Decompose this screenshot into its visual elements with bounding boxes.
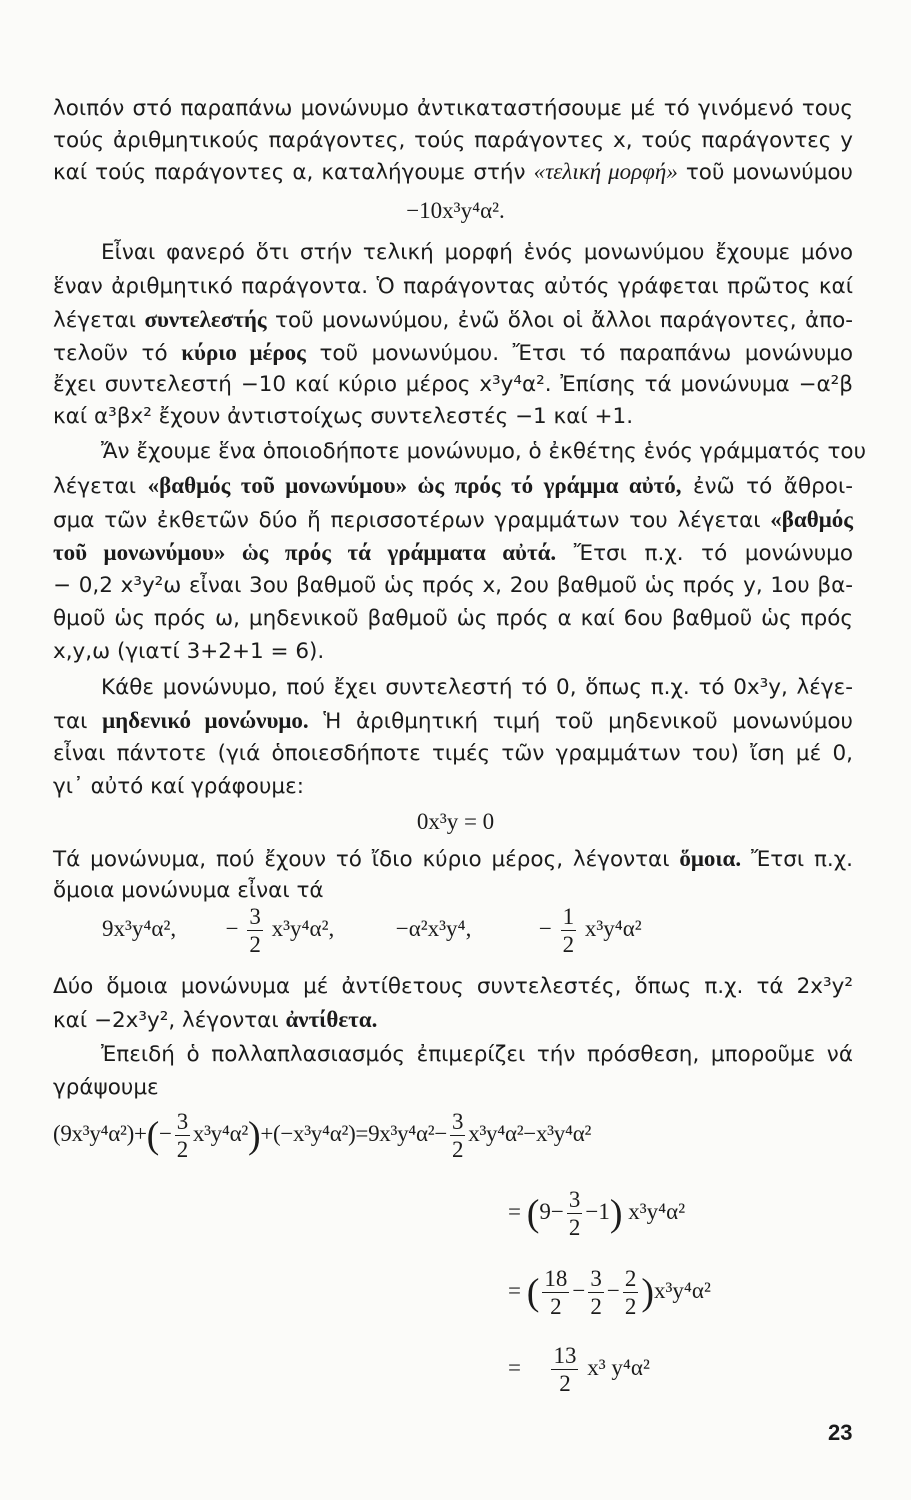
text-line: Ἐπειδή ὁ πολλαπλασιασμός ἐπιμερίζει τήν πρόσθεση, μποροῦμε νά [101,1042,853,1067]
text-line [53,338,853,369]
denominator: 2 [590,1294,602,1319]
fraction [567,1186,583,1241]
derivation-row-2 [508,1186,685,1241]
numerator: 13 [553,1343,577,1368]
expression: 9− [539,1198,564,1224]
text-segment: λέγεται [53,308,137,333]
paren: ( [146,1114,160,1157]
text-line: Εἶναι φανερό ὅτι στήν τελική μορφή ἑνός μονωνύμου ἔχουμε μόνο [101,240,853,265]
text-segment: λέγεται [53,474,137,499]
minus-sign: − [606,1277,620,1303]
text-segment: ται [53,709,88,734]
bold-term: «βαθμός [770,507,853,532]
text-line [53,844,853,875]
monomial: x³y⁴α² [584,915,642,941]
text-segment: σμα τῶν ἐκθετῶν δύο ἤ περισσοτέρων γραμμάτων του λέγεται [53,508,761,533]
text-line: Ἄν ἔχουμε ἕνα ὁποιοδήποτε μονώνυμο, ὁ ἐκθέτης ἑνός γράμματός του [101,439,867,464]
expression: −1 [585,1198,610,1224]
paren: ( [526,1192,540,1235]
text-line [53,505,853,536]
text-line: − 0,2 x³y²ω εἶναι 3ου βαθμοῦ ὡς πρός x, 2ου βαθμοῦ ὡς πρός y, 1ου βα- [53,573,853,598]
text-line [53,305,853,336]
minus-sign: − [225,915,239,941]
italic-term: «τελική μορφή» [533,159,678,184]
fraction [247,903,263,958]
bold-term: μηδενικό μονώνυμο. [102,708,309,733]
page-number: 23 [828,1420,853,1445]
denominator: 2 [568,1215,581,1240]
text-segment: Τά μονώνυμα, πού ἔχουν τό ἴδιο κύριο μέρος, λέγονται [53,847,670,872]
derivation-row-3 [508,1265,711,1320]
equals-sign: = [508,1198,521,1224]
text-line: ὅμοια μονώνυμα εἶναι τά [53,878,324,903]
monomial: x³ y⁴α² [587,1354,650,1380]
text-line [53,538,853,569]
numerator: 2 [624,1266,637,1291]
fraction [542,1265,569,1320]
text-segment: τοῦ μονωνύμου. Ἔτσι τό παραπάνω μονώνυμο [319,341,854,366]
text-line: γι᾽ αὐτό καί γράφουμε: [53,774,304,799]
text-segment: Ἔτσι π.χ. τό μονώνυμο [573,541,853,566]
text-segment: Ἔτσι π.χ. [750,847,854,872]
monomial: x³y⁴α² [654,1277,711,1303]
derivation-row-1 [53,1108,591,1163]
text-line: x,y,ω (γιατί 3+2+1 = 6). [53,639,325,664]
text-line: ἔχει συντελεστή −10 καί κύριο μέρος x³y⁴α². Ἐπίσης τά μονώνυμα −α²β [53,372,853,397]
text-segment: καί −2x³y², λέγονται [53,1008,279,1033]
numerator: 3 [568,1187,581,1212]
text-line: θμοῦ ὡς πρός ω, μηδενικοῦ βαθμοῦ ὡς πρός α καί 6ου βαθμοῦ ὡς πρός [53,606,853,631]
fraction [450,1108,465,1163]
fraction [623,1265,639,1320]
numerator: 1 [562,904,575,929]
bold-term: συντελεστής [144,307,267,332]
numerator: 3 [249,904,261,929]
text-line: εἶναι πάντοτε (γιά ὁποιεσδήποτε τιμές τῶν γραμμάτων του) ἴση μέ 0, [53,741,853,766]
derivation-row-4 [508,1342,650,1397]
bold-term: τοῦ μονωνύμου» ὡς πρός τά γράμματα αὐτά. [53,540,557,565]
formula-line: 0x³y = 0 [416,809,495,834]
bold-term: κύριο μέρος [181,340,306,365]
text-segment: τοῦ μονωνύμου, ἐνῶ ὅλοι οἱ ἄλλοι παράγοντες, ἀπο- [275,308,853,333]
text-line: λοιπόν στό παραπάνω μονώνυμο ἀντικαταστήσουμε μέ τό γινόμενό τους [53,96,853,121]
bold-term: ὅμοια. [679,846,742,871]
denominator: 2 [562,932,575,957]
denominator: 2 [452,1137,464,1162]
numerator: 18 [544,1266,568,1291]
paren: ) [247,1114,261,1157]
expression: +(−x³y⁴α²)=9x³y⁴α²− [260,1120,448,1146]
paren: ) [641,1271,655,1314]
bold-term: «βαθμός τοῦ μονωνύμου» ὡς πρός τό γράμμα αὐτό, [147,473,682,498]
text-segment: τοῦ μονωνύμου [685,160,853,185]
math-example-row [102,903,642,958]
denominator: 2 [176,1137,188,1162]
paren: ) [609,1192,623,1235]
denominator: 2 [249,932,261,957]
denominator: 2 [550,1294,562,1319]
numerator: 3 [590,1266,602,1291]
expression: (9x³y⁴α²)+ [53,1120,147,1146]
text-line: καί α³βx² ἔχουν ἀντιστοίχως συντελεστές −1 καί +1. [53,404,634,429]
bold-term: ἀντίθετα. [285,1007,378,1032]
numerator: 3 [176,1109,188,1134]
text-line: γράψουμε [53,1075,159,1100]
fraction [551,1342,578,1397]
numerator: 3 [452,1109,464,1134]
monomial: 9x³y⁴α², [102,915,177,941]
equals-sign: = [508,1354,521,1380]
monomial: x³y⁴α² [628,1198,686,1224]
fraction [175,1108,190,1163]
minus-sign: − [572,1277,586,1303]
minus-sign: − [159,1120,172,1146]
text-line: Κάθε μονώνυμο, πού ἔχει συντελεστή τό 0, ὅπως π.χ. τό 0x³y, λέγε- [101,675,853,700]
denominator: 2 [559,1371,571,1396]
fraction [588,1265,604,1320]
monomial: −α²x³y⁴, [395,915,472,941]
formula-line: −10x³y⁴α². [406,198,505,223]
minus-sign: − [538,915,552,941]
text-line: ἕναν ἀριθμητικό παράγοντα. Ὁ παράγοντας αὐτός γράφεται πρῶτος καί [53,274,853,299]
text-segment: ἐνῶ τό ἄθροι- [693,474,853,499]
monomial: x³y⁴α² [192,1120,248,1146]
expression: x³y⁴α²−x³y⁴α² [468,1120,592,1146]
fraction [561,903,577,958]
monomial: x³y⁴α², [271,915,335,941]
denominator: 2 [624,1294,637,1319]
text-line: τούς ἀριθμητικούς παράγοντες, τούς παράγοντες x, τούς παράγοντες y [53,128,853,153]
equals-sign: = [508,1277,521,1303]
text-segment: τελοῦν τό [53,341,168,366]
text-line [53,706,853,737]
text-line [53,471,853,502]
text-line: Δύο ὅμοια μονώνυμα μέ ἀντίθετους συντελεστές, ὅπως π.χ. τά 2x³y² [53,974,853,999]
text-line [53,1005,853,1036]
text-segment: Ἡ ἀριθμητική τιμή τοῦ μηδενικοῦ μονωνύμου [323,709,853,734]
text-line [53,157,853,188]
text-segment: καί τούς παράγοντες α, καταλήγουμε στήν [53,160,526,185]
paren: ( [526,1271,540,1314]
